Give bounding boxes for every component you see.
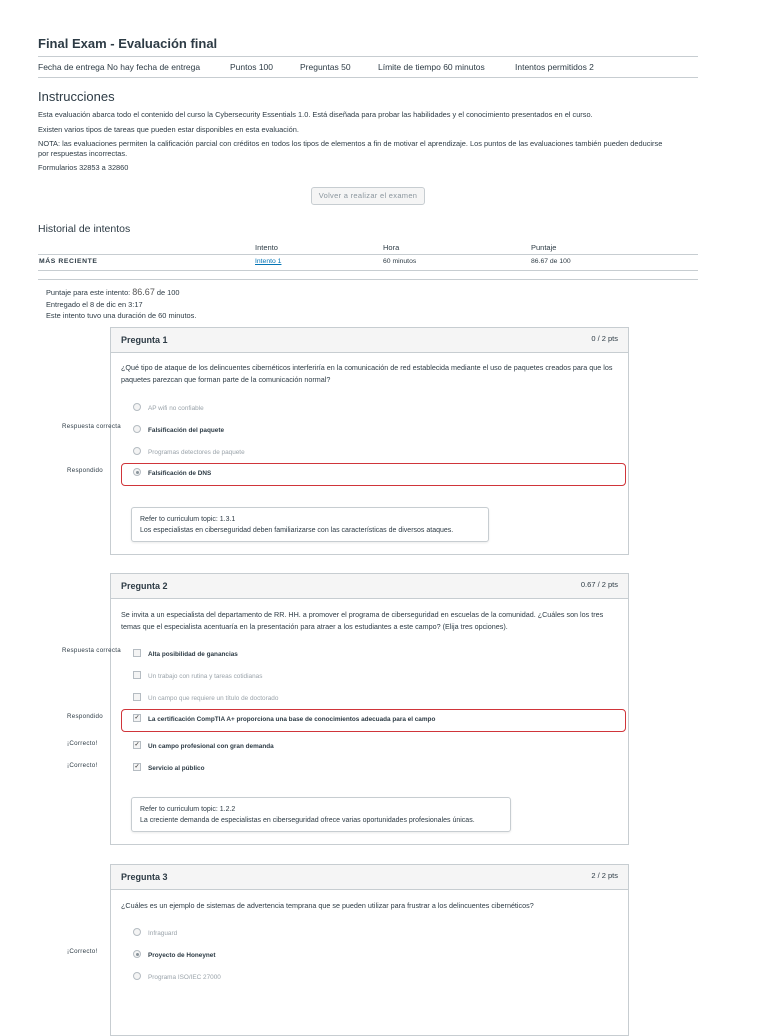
answer-option[interactable]: Un trabajo con rutina y tareas cotidianas: [133, 670, 262, 684]
history-heading: Historial de intentos: [38, 223, 131, 235]
radio-selected-icon[interactable]: [133, 950, 141, 958]
answer-option[interactable]: Alta posibilidad de ganancias: [133, 648, 238, 662]
feedback-box: [131, 507, 489, 542]
question-title: Pregunta 2: [121, 581, 168, 591]
question-count: Preguntas 50: [300, 62, 351, 72]
answer-option[interactable]: Falsificación del paquete: [133, 424, 224, 438]
correct-label: ¡Correcto!: [67, 740, 98, 747]
answer-option[interactable]: Programa ISO/IEC 27000: [133, 971, 221, 985]
attempt-score: 86.67 de 100: [531, 258, 571, 265]
radio-selected-icon[interactable]: [133, 468, 141, 476]
correct-answer-label: Respuesta correcta: [62, 647, 122, 654]
answer-option[interactable]: Programas detectores de paquete: [133, 446, 245, 460]
attempt-time: 60 minutos: [383, 258, 417, 265]
correct-answer-label: Respuesta correcta: [62, 423, 122, 430]
retake-exam-button[interactable]: Volver a realizar el examen: [311, 187, 425, 205]
question-points: 0.67 / 2 pts: [580, 580, 618, 589]
points-total: Puntos 100: [230, 62, 274, 72]
radio-icon[interactable]: [133, 928, 141, 936]
instructions-note: NOTA: las evaluaciones permiten la calificación parcial con créditos en todos los tipos de elementos a fin de motivar el aprendizaje. Los puntos de las evaluaciones también pueden deducirse por respuestas incorrectas.: [38, 139, 663, 158]
question-card: [110, 864, 629, 1036]
question-header: [111, 574, 628, 599]
checkbox-icon[interactable]: [133, 649, 141, 657]
answer-option-selected[interactable]: Falsificación de DNS: [133, 467, 211, 481]
table-divider: [38, 254, 698, 255]
due-date: Fecha de entrega No hay fecha de entrega: [38, 62, 201, 72]
radio-icon[interactable]: [133, 425, 141, 433]
most-recent-label: MÁS RECIENTE: [39, 258, 98, 265]
instructions-paragraph: Esta evaluación abarca todo el contenido del curso la Cybersecurity Essentials 1.0. Está diseñada para probar las habilidades y el conocimiento presentados en el curso.: [38, 110, 593, 119]
column-header-time: Hora: [383, 243, 400, 252]
checkbox-checked-icon[interactable]: ✓: [134, 715, 140, 722]
question-header: [111, 865, 628, 890]
checkbox-checked-icon[interactable]: ✓: [134, 764, 140, 771]
answered-label: Respondido: [67, 713, 104, 720]
correct-label: ¡Correcto!: [67, 762, 98, 769]
attempts-allowed: Intentos permitidos 2: [515, 62, 594, 72]
instructions-heading: Instrucciones: [38, 89, 115, 104]
question-title: Pregunta 3: [121, 872, 168, 882]
feedback-text: La creciente demanda de especialistas en ciberseguridad ofrece varias oportunidades profesionales únicas.: [140, 817, 475, 824]
question-text: Se invita a un especialista del departamento de RR. HH. a promover el programa de ciberseguridad en escuelas de la comunidad. ¿Cuáles son los tres temas que el especialista acentuaría en la presentación para atraer a los estudiantes a este campo? (Elija tres opciones).: [121, 610, 604, 631]
question-card: [110, 327, 629, 555]
answer-option[interactable]: AP wifi no confiable: [133, 402, 204, 416]
column-header-attempt: Intento: [255, 243, 278, 252]
answered-label: Respondido: [67, 467, 104, 474]
attempt-1-link[interactable]: Intento 1: [255, 258, 282, 265]
answer-option[interactable]: Infraguard: [133, 927, 177, 941]
column-header-score: Puntaje: [531, 243, 557, 252]
attempt-duration: Este intento tuvo una duración de 60 minutos.: [46, 311, 197, 320]
feedback-text: Los especialistas en ciberseguridad deben familiarizarse con las características de diversos ataques.: [140, 527, 454, 534]
question-points: 2 / 2 pts: [591, 871, 618, 880]
checkbox-icon[interactable]: [133, 693, 141, 701]
table-divider: [38, 279, 698, 280]
correct-label: ¡Correcto!: [67, 948, 98, 955]
radio-icon[interactable]: [133, 972, 141, 980]
question-text: ¿Qué tipo de ataque de los delincuentes cibernéticos interferiría en la comunicación de red establecida mediante el uso de paquetes creados para que los paquetes parezcan que forman parte de la comunicación normal?: [121, 363, 613, 384]
attempt-score-summary: Puntaje para este intento: 86.67 de 100: [46, 287, 180, 297]
exam-title: Final Exam - Evaluación final: [38, 36, 218, 51]
question-card: [110, 573, 629, 845]
answer-option-selected[interactable]: ✓ La certificación CompTIA A+ proporciona una base de conocimientos adecuada para el campo: [134, 715, 436, 723]
divider: [38, 56, 698, 57]
checkbox-checked-icon[interactable]: ✓: [134, 742, 140, 749]
forms-range: Formularios 32853 a 32860: [38, 163, 129, 172]
answer-option-selected[interactable]: ✓ Servicio al público: [134, 764, 205, 772]
radio-icon[interactable]: [133, 403, 141, 411]
question-header: [111, 328, 628, 353]
answer-option[interactable]: Un campo que requiere un título de doctorado: [133, 692, 278, 706]
feedback-box: [131, 797, 511, 832]
feedback-title: Refer to curriculum topic: 1.3.1: [140, 516, 236, 523]
question-title: Pregunta 1: [121, 335, 168, 345]
question-text: ¿Cuáles es un ejemplo de sistemas de advertencia temprana que se pueden utilizar para frustrar a los delincuentes cibernéticos?: [121, 901, 534, 910]
question-points: 0 / 2 pts: [591, 334, 618, 343]
instructions-paragraph: Existen varios tipos de tareas que pueden estar disponibles en esta evaluación.: [38, 125, 299, 134]
submitted-date: Entregado el 8 de dic en 3:17: [46, 300, 143, 309]
radio-icon[interactable]: [133, 447, 141, 455]
answer-option-selected[interactable]: Proyecto de Honeynet: [133, 949, 215, 963]
answer-option-selected[interactable]: ✓ Un campo profesional con gran demanda: [134, 742, 274, 750]
time-limit: Límite de tiempo 60 minutos: [378, 62, 485, 72]
divider: [38, 77, 698, 78]
checkbox-icon[interactable]: [133, 671, 141, 679]
feedback-title: Refer to curriculum topic: 1.2.2: [140, 806, 236, 813]
table-divider: [38, 270, 698, 271]
